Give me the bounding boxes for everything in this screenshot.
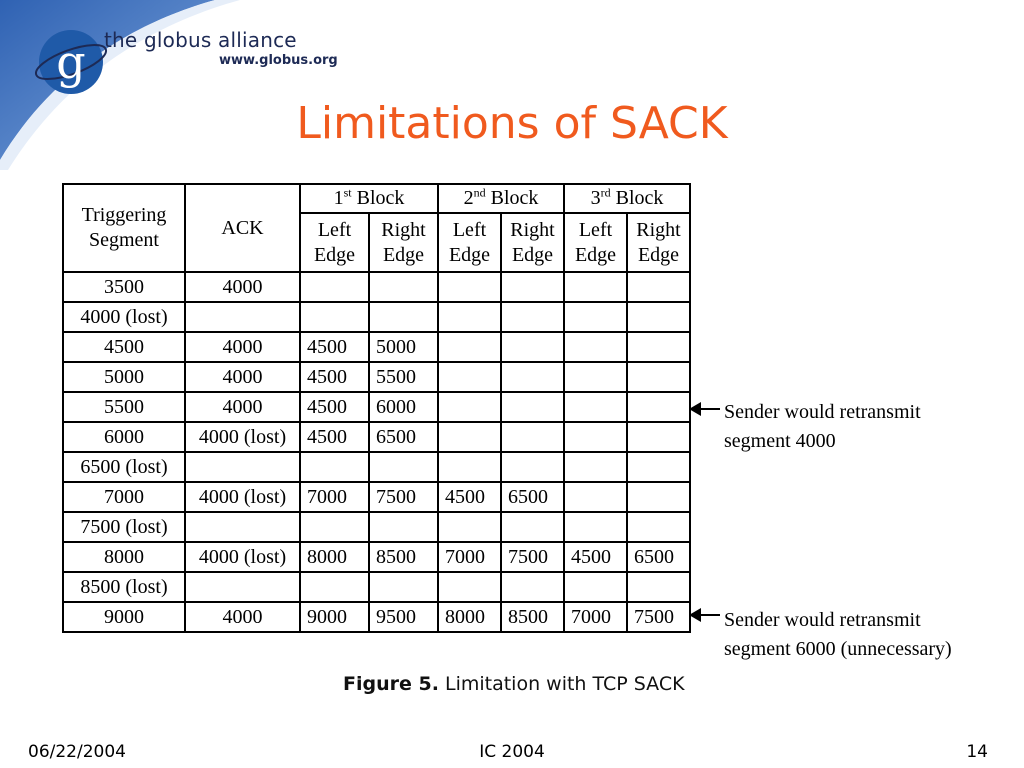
table-cell: [369, 572, 438, 602]
table-cell: 4000: [185, 392, 300, 422]
table-cell: 4500: [564, 542, 627, 572]
table-cell: 8000: [63, 542, 185, 572]
table-cell: [369, 272, 438, 302]
logo-url: www.globus.org: [219, 53, 338, 68]
table-cell: [438, 452, 501, 482]
table-cell: [627, 512, 690, 542]
table-cell: 7500: [627, 602, 690, 632]
table-cell: 4500: [63, 332, 185, 362]
table-cell: 4000: [185, 362, 300, 392]
table-row: [63, 602, 690, 632]
table-cell: [300, 572, 369, 602]
table-row: [63, 452, 690, 482]
footer-page-number: 14: [966, 742, 988, 762]
table-cell: 5000: [63, 362, 185, 392]
table-cell: [627, 302, 690, 332]
table-cell: 8000: [300, 542, 369, 572]
logo-name: the globus alliance: [104, 28, 297, 52]
table-cell: 8500 (lost): [63, 572, 185, 602]
table-cell: 4500: [300, 392, 369, 422]
table-cell: [185, 302, 300, 332]
table-cell: 7000: [300, 482, 369, 512]
table-cell: 8500: [369, 542, 438, 572]
table-cell: [300, 302, 369, 332]
table-cell: 8000: [438, 602, 501, 632]
table-cell: [438, 512, 501, 542]
table-cell: 4000: [185, 602, 300, 632]
table-cell: 9000: [300, 602, 369, 632]
table-row: [63, 272, 690, 302]
table-cell: 9500: [369, 602, 438, 632]
table-cell: [501, 302, 564, 332]
table-row: [63, 362, 690, 392]
table-cell: [438, 332, 501, 362]
table-cell: [564, 482, 627, 512]
note-line: segment 4000: [724, 430, 836, 452]
header-block-3: 3rd Block: [564, 184, 690, 213]
table-cell: [564, 272, 627, 302]
table-cell: 4000: [185, 332, 300, 362]
table-cell: [185, 452, 300, 482]
table-cell: [627, 482, 690, 512]
figure-label: Figure 5.: [343, 673, 439, 695]
sack-table-body: [63, 272, 690, 632]
sack-table: [62, 183, 691, 633]
table-cell: [501, 572, 564, 602]
table-cell: 7500 (lost): [63, 512, 185, 542]
table-cell: [627, 362, 690, 392]
table-cell: 7000: [438, 542, 501, 572]
table-cell: [564, 422, 627, 452]
table-cell: [185, 512, 300, 542]
note-line: Sender would retransmit: [724, 401, 921, 423]
table-cell: 5500: [369, 362, 438, 392]
table-cell: [564, 362, 627, 392]
table-cell: [627, 392, 690, 422]
table-cell: [438, 392, 501, 422]
header-right-edge: Right Edge: [627, 213, 690, 272]
table-cell: 7500: [369, 482, 438, 512]
table-cell: 5000: [369, 332, 438, 362]
header-block-2: 2nd Block: [438, 184, 564, 213]
table-cell: 7500: [501, 542, 564, 572]
arrow-left-icon: [689, 607, 721, 623]
table-cell: [564, 572, 627, 602]
table-cell: [438, 302, 501, 332]
table-row: [63, 572, 690, 602]
table-cell: 4500: [300, 332, 369, 362]
table-cell: 3500: [63, 272, 185, 302]
table-row: [63, 542, 690, 572]
note-retransmit-4000: [724, 398, 921, 456]
table-cell: [501, 272, 564, 302]
table-cell: [501, 332, 564, 362]
table-cell: [564, 452, 627, 482]
table-cell: [501, 422, 564, 452]
table-cell: [627, 452, 690, 482]
table-cell: [369, 452, 438, 482]
figure-caption: [343, 673, 685, 695]
table-cell: [438, 422, 501, 452]
table-cell: 4500: [438, 482, 501, 512]
table-cell: 4000 (lost): [63, 302, 185, 332]
table-cell: [627, 422, 690, 452]
table-row: [63, 332, 690, 362]
footer-date: 06/22/2004: [28, 742, 126, 762]
footer-event: IC 2004: [479, 742, 545, 762]
table-cell: [300, 272, 369, 302]
table-cell: [627, 272, 690, 302]
header-triggering-segment: Triggering Segment: [63, 184, 185, 272]
table-cell: 6500: [369, 422, 438, 452]
table-cell: [501, 452, 564, 482]
table-cell: [564, 332, 627, 362]
header-left-edge: Left Edge: [300, 213, 369, 272]
table-cell: [627, 332, 690, 362]
note-retransmit-6000: [724, 606, 952, 664]
table-cell: 4000 (lost): [185, 422, 300, 452]
header-left-edge: Left Edge: [564, 213, 627, 272]
note-line: segment 6000 (unnecessary): [724, 638, 952, 660]
table-cell: [300, 512, 369, 542]
header-right-edge: Right Edge: [369, 213, 438, 272]
table-row: [63, 392, 690, 422]
table-cell: [564, 392, 627, 422]
table-cell: 4000 (lost): [185, 542, 300, 572]
table-cell: 6500: [627, 542, 690, 572]
table-cell: 5500: [63, 392, 185, 422]
header-block-1: 1st Block: [300, 184, 438, 213]
table-cell: [369, 302, 438, 332]
table-cell: 4000 (lost): [185, 482, 300, 512]
table-cell: [438, 362, 501, 392]
table-cell: 4500: [300, 422, 369, 452]
table-cell: [185, 572, 300, 602]
table-row: [63, 482, 690, 512]
table-cell: 7000: [564, 602, 627, 632]
note-line: Sender would retransmit: [724, 609, 921, 631]
table-cell: [501, 362, 564, 392]
table-cell: 4500: [300, 362, 369, 392]
table-cell: 6000: [63, 422, 185, 452]
figure-text: Limitation with TCP SACK: [438, 673, 685, 695]
header-left-edge: Left Edge: [438, 213, 501, 272]
table-cell: 6500: [501, 482, 564, 512]
table-cell: [300, 452, 369, 482]
header-ack: ACK: [185, 184, 300, 272]
table-cell: [501, 392, 564, 422]
slide-title: Limitations of SACK: [296, 98, 728, 149]
table-cell: [369, 512, 438, 542]
table-cell: 6500 (lost): [63, 452, 185, 482]
svg-text:g: g: [56, 35, 86, 89]
table-cell: [564, 302, 627, 332]
table-cell: [501, 512, 564, 542]
header-right-edge: Right Edge: [501, 213, 564, 272]
table-cell: [627, 572, 690, 602]
table-cell: 7000: [63, 482, 185, 512]
table-cell: 8500: [501, 602, 564, 632]
table-cell: [564, 512, 627, 542]
table-cell: [438, 572, 501, 602]
table-row: [63, 422, 690, 452]
table-row: [63, 302, 690, 332]
table-row: [63, 512, 690, 542]
table-cell: [438, 272, 501, 302]
arrow-left-icon: [689, 401, 721, 417]
table-cell: 6000: [369, 392, 438, 422]
table-cell: 4000: [185, 272, 300, 302]
table-cell: 9000: [63, 602, 185, 632]
